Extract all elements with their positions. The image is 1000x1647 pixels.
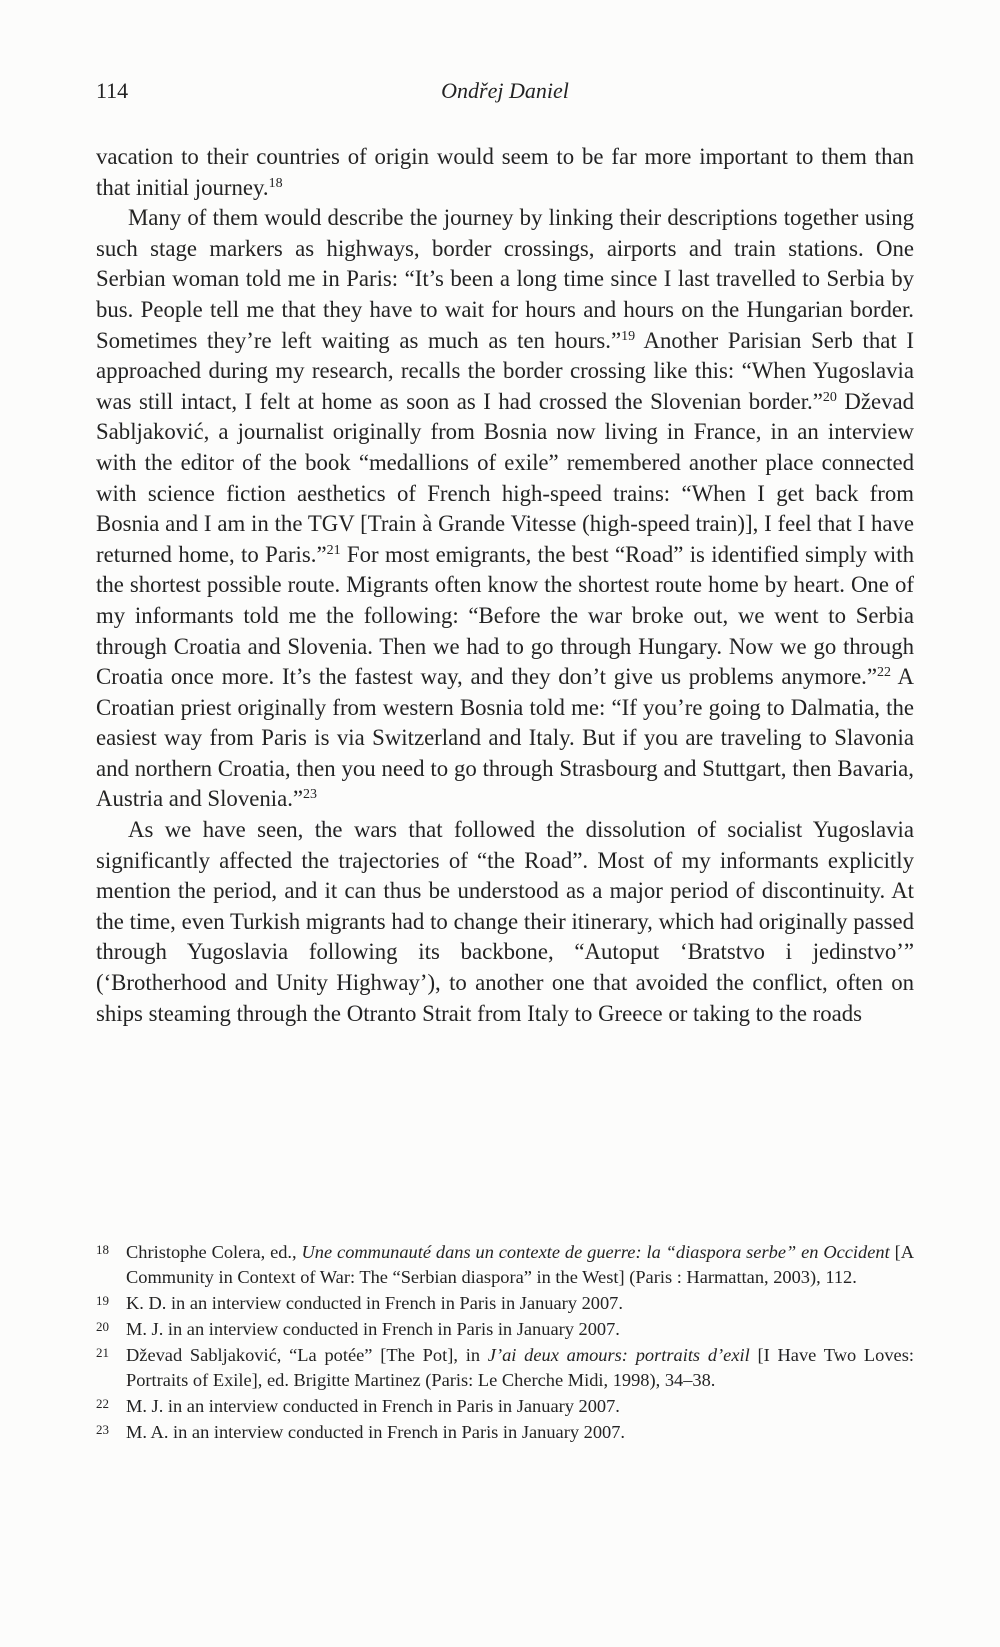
footnote-text: Dževad Sabljaković, “La potée” [The Pot], in bbox=[126, 1345, 488, 1365]
running-head bbox=[96, 78, 914, 110]
footnote-text-end: [A Community in Context of War: The “Serbian diaspora” in the West] (Paris : Harmattan, 2003), 112. bbox=[126, 1242, 914, 1287]
footnote-ref-20[interactable]: 20 bbox=[822, 389, 837, 405]
footnote-title: J’ai deux amours: portraits d’exil bbox=[487, 1345, 750, 1365]
footnote-ref-23[interactable]: 23 bbox=[303, 787, 318, 803]
footnote-text: M. J. in an interview conducted in French in Paris in January 2007. bbox=[126, 1396, 620, 1416]
footnote-text: M. J. in an interview conducted in French in Paris in January 2007. bbox=[126, 1319, 620, 1339]
footnote-number: 22 bbox=[96, 1396, 109, 1411]
footnote-number: 18 bbox=[96, 1242, 109, 1257]
paragraph-2-text-a: Many of them would describe the journey by linking their descriptions together using such stage markers as highways, border crossings, airports and train stations. One Serbian woman told me in Paris: “It’s been a long time since I last travelled to Serbia by bus. People tell me that they have to wait for hours and hours on the Hungarian border. Sometimes they’re left waiting as much as ten hours.” bbox=[96, 205, 914, 353]
footnote-ref-22[interactable]: 22 bbox=[877, 665, 892, 681]
footnote-ref-18[interactable]: 18 bbox=[268, 175, 283, 191]
footnote-number: 20 bbox=[96, 1319, 109, 1334]
footnote bbox=[96, 1291, 914, 1316]
footnote-text: M. A. in an interview conducted in French in Paris in January 2007. bbox=[126, 1422, 626, 1442]
footnote-text: K. D. in an interview conducted in French in Paris in January 2007. bbox=[126, 1293, 623, 1313]
paragraph-2-text-d: For most emigrants, the best “Road” is identified simply with the shortest possible route. Migrants often know the shortest route home by heart. One of my informants told me the following: “Before the war broke out, we went to Serbia through Croatia and Slovenia. Then we had to go through Hungary. Now we go through Croatia once more. It’s the fastest way, and they don’t give us problems anymore.” bbox=[96, 541, 914, 690]
footnote-text-end: [I Have Two Loves: Portraits of Exile], ed. Brigitte Martinez (Paris: Le Cherche Midi, 1998), 34–38. bbox=[126, 1345, 914, 1390]
paragraph-2-text-c: Dževad Sabljaković, a journalist originally from Bosnia now living in France, in an interview with the editor of the book “medallions of exile” remembered another place connected with science fiction aesthetics of French high-speed trains: “When I get back from Bosnia and I am in the TGV [Train à Grande Vitesse (high-speed train)], I feel that I have returned home, to Paris.” bbox=[96, 388, 914, 567]
paragraph-1-text: vacation to their countries of origin would seem to be far more important to them than that initial journey. bbox=[96, 144, 914, 200]
footnote-number: 19 bbox=[96, 1293, 109, 1308]
footnotes bbox=[96, 1240, 914, 1446]
paragraph-2 bbox=[96, 203, 914, 815]
footnote bbox=[96, 1420, 914, 1445]
footnote-text: Christophe Colera, ed., bbox=[126, 1242, 302, 1262]
footnote bbox=[96, 1317, 914, 1342]
running-head-author: Ondřej Daniel bbox=[441, 78, 569, 103]
paragraph-1 bbox=[96, 142, 914, 203]
paragraph-3 bbox=[96, 815, 914, 1029]
footnote bbox=[96, 1394, 914, 1419]
page-number: 114 bbox=[96, 78, 129, 103]
footnote-ref-21[interactable]: 21 bbox=[326, 542, 341, 558]
paragraph-2-text-e: A Croatian priest originally from western Bosnia told me: “If you’re going to Dalmatia, the easiest way from Paris is via Switzerland and Italy. But if you are traveling to Slavonia and northern Croatia, then you need to go through Strasbourg and Stuttgart, then Bavaria, Austria and Slovenia.” bbox=[96, 664, 914, 812]
footnote bbox=[96, 1240, 914, 1290]
footnote-title: Une communauté dans un contexte de guerre: la “diaspora serbe” en Occident bbox=[301, 1242, 890, 1262]
footnote-number: 21 bbox=[96, 1345, 109, 1360]
body-text bbox=[96, 142, 914, 1029]
footnote bbox=[96, 1343, 914, 1393]
paragraph-2-text-b: Another Parisian Serb that I approached during my research, recalls the border crossing like this: “When Yugoslavia was still intact, I felt at home as soon as I had crossed the Slovenian border.” bbox=[96, 327, 915, 414]
paragraph-3-text: As we have seen, the wars that followed the dissolution of socialist Yugoslavia significantly affected the trajectories of “the Road”. Most of my informants explicitly mention the period, and it can thus be understood as a major period of discontinuity. At the time, even Turkish migrants had to change their itinerary, which had originally passed through Yugoslavia following its backbone, “Autoput ‘Bratstvo i jedinstvo’” (‘Brotherhood and Unity Highway’), to another one that avoided the conflict, often on ships steaming through the Otranto Strait from Italy to Greece or taking to the roads bbox=[96, 817, 914, 1026]
footnote-ref-19[interactable]: 19 bbox=[621, 328, 636, 344]
footnote-number: 23 bbox=[96, 1422, 109, 1437]
